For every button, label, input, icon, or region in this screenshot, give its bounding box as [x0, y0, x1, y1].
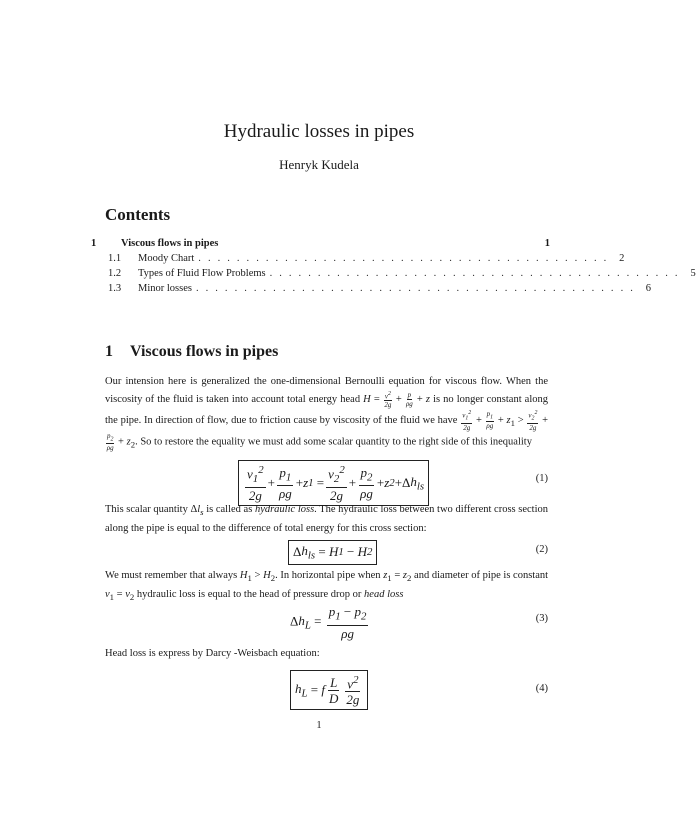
equation-number: (4)	[535, 683, 548, 694]
toc-leader: . . . . . . . . . . . . . . . . . . . . . . . . . . . . . . . . . . . . . . . . . . .	[269, 268, 680, 279]
inline-fraction: $\frac{p_1}{\rho g}$	[486, 410, 494, 431]
inline-fraction: $\frac{p}{\rho g}$	[405, 390, 413, 408]
paragraph: This scalar quantity $\Delta l_s$ is called as hydraulic loss. The hydraulic loss between two different cross section along the pipe is equal to the difference of total energy for this cross section:	[105, 504, 548, 534]
contents-heading: Contents	[105, 205, 171, 224]
inline-fraction: $\frac{v_1^2}{2g}$	[462, 409, 472, 432]
toc-leader: . . . . . . . . . . . . . . . . . . . . . . . . . . . . . . . . . . . . . . . . . . . . . .	[195, 283, 636, 294]
toc-entry[interactable]: 1.1 Moody Chart . . . . . . . . . . . . . . . . . . . . . . . . . . . . . . . . . . . . . . . . . . . 2	[108, 253, 625, 264]
toc-entry[interactable]: 1 Viscous flows in pipes 1	[91, 238, 550, 249]
paragraph: We must remember that always $H_1 > H_2$. In horizontal pipe when $z_1 = z_2$ and diameter of pipe is constant $v_1 = v_2$ hydraulic loss is equal to the head of pressure drop or head loss	[105, 570, 549, 602]
toc-entry[interactable]: 1.3 Minor losses . . . . . . . . . . . . . . . . . . . . . . . . . . . . . . . . . . . . . . . . . . . . . . 6	[108, 283, 652, 294]
inline-fraction: $\frac{p_2}{\rho g}$	[106, 431, 114, 452]
section-heading: 1 Viscous flows in pipes	[105, 343, 279, 360]
page-number: 1	[316, 720, 322, 731]
paragraph: Head loss is express by Darcy -Weisbach equation:	[105, 648, 320, 659]
equation-3: $\Delta h_L$ = $\frac{p_1 - p_2}{\rho g}$	[290, 604, 367, 641]
toc-leader: . . . . . . . . . . . . . . . . . . . . . . . . . . . . . . . . . . . . . . . . . . .	[198, 253, 609, 264]
paragraph: Our intension here is generalized the one-dimensional Bernoulli equation for viscous flow. When the viscosity of the fluid is taken into account total energy head H = $\frac{v^2}{2g}$ + $\frac{p}{\rho g}$ + z is no longer constant along the pipe. In direction of flow, due to friction cause by viscosity of the fluid we have $\frac{v_1^2}{2g}$ + $\frac{p_1}{\rho g}$ + $z_1$ > $\frac{v_2^2}{2g}$ + $\frac{p_2}{\rho g}$ + $z_2$. So to restore the equality we must add some scalar quantity to the right side of this inequality	[105, 376, 549, 452]
inline-fraction: $\frac{v_2^2}{2g}$	[528, 409, 538, 432]
equation-number: (1)	[535, 473, 548, 484]
paper-title: Hydraulic losses in pipes	[223, 121, 415, 142]
equation-4: $h_L$ = f $\frac{L}{D}$ $\frac{v^2}{2g}$	[290, 670, 368, 710]
equation-number: (2)	[535, 544, 548, 555]
paper-author: Henryk Kudela	[279, 157, 359, 172]
equation-number: (3)	[535, 613, 548, 624]
toc-entry[interactable]: 1.2 Types of Fluid Flow Problems . . . . . . . . . . . . . . . . . . . . . . . . . . . . . . . . . . . . . . . . . . . 5	[108, 268, 696, 279]
inline-fraction: $\frac{v^2}{2g}$	[384, 390, 392, 409]
equation-2: Δ $h_{ls}$ = H 1 − H 2	[288, 540, 377, 565]
equation-1: $\frac{v_1^2}{2g}$ + $\frac{p_1}{\rho g}$ + z 1 = $\frac{v_2^2}{2g}$ + $\frac{p_2}{\rho g}$ + z 2 +Δ $h_{ls}$	[238, 460, 429, 506]
